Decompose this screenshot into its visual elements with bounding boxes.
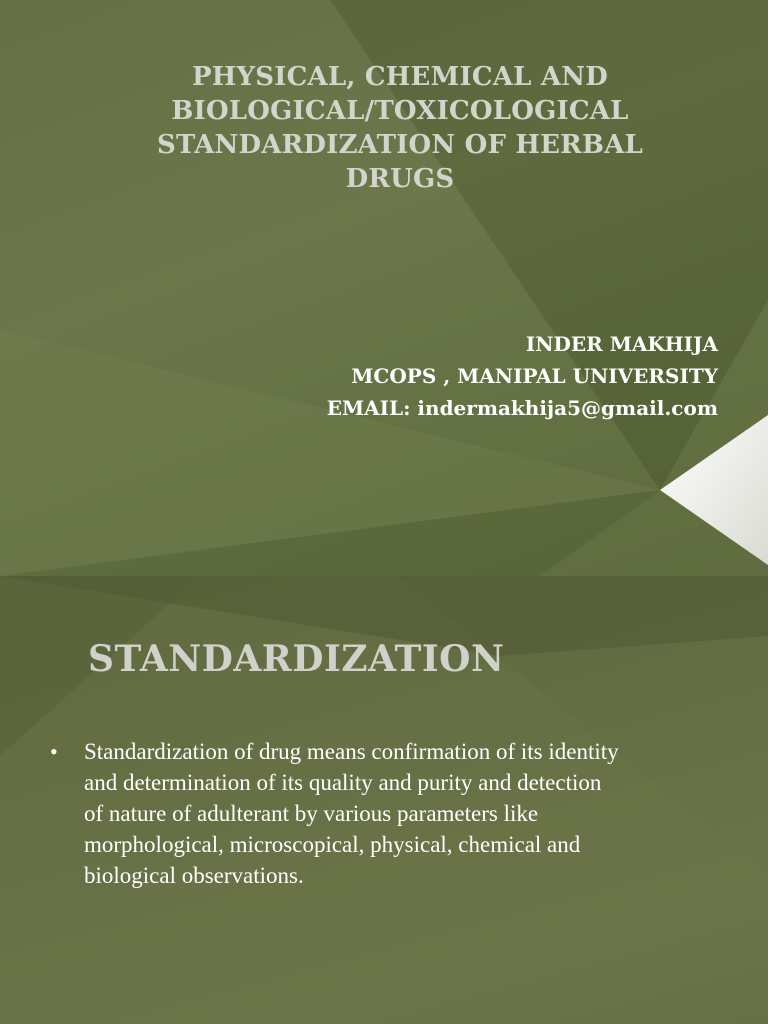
title-line-3: STANDARDIZATION OF HERBAL <box>157 130 643 160</box>
author-info <box>327 328 718 424</box>
bullet-text <box>84 736 730 891</box>
bullet-line-5: biological observations. <box>84 863 304 888</box>
standardization-slide <box>0 576 768 1024</box>
bullet-line-4: morphological, microscopical, physical, chemical and <box>84 832 581 857</box>
slide-heading: STANDARDIZATION <box>88 638 505 680</box>
bullet-line-1: Standardization of drug means confirmation of its identity <box>84 739 619 764</box>
title-line-4: DRUGS <box>345 164 455 194</box>
author-email: EMAIL: indermakhija5@gmail.com <box>326 396 718 420</box>
title-line-2: BIOLOGICAL/TOXICOLOGICAL <box>171 96 629 126</box>
bullet-line-2: and determination of its quality and purity and detection <box>84 770 602 795</box>
presentation-title <box>100 60 700 196</box>
bullet-icon: • <box>50 739 58 764</box>
bullet-line-3: of nature of adulterant by various parameters like <box>84 801 539 826</box>
bullet-item <box>50 736 730 891</box>
author-name: INDER MAKHIJA <box>525 332 718 356</box>
title-line-1: PHYSICAL, CHEMICAL AND <box>192 62 608 92</box>
author-affiliation: MCOPS , MANIPAL UNIVERSITY <box>351 364 718 388</box>
